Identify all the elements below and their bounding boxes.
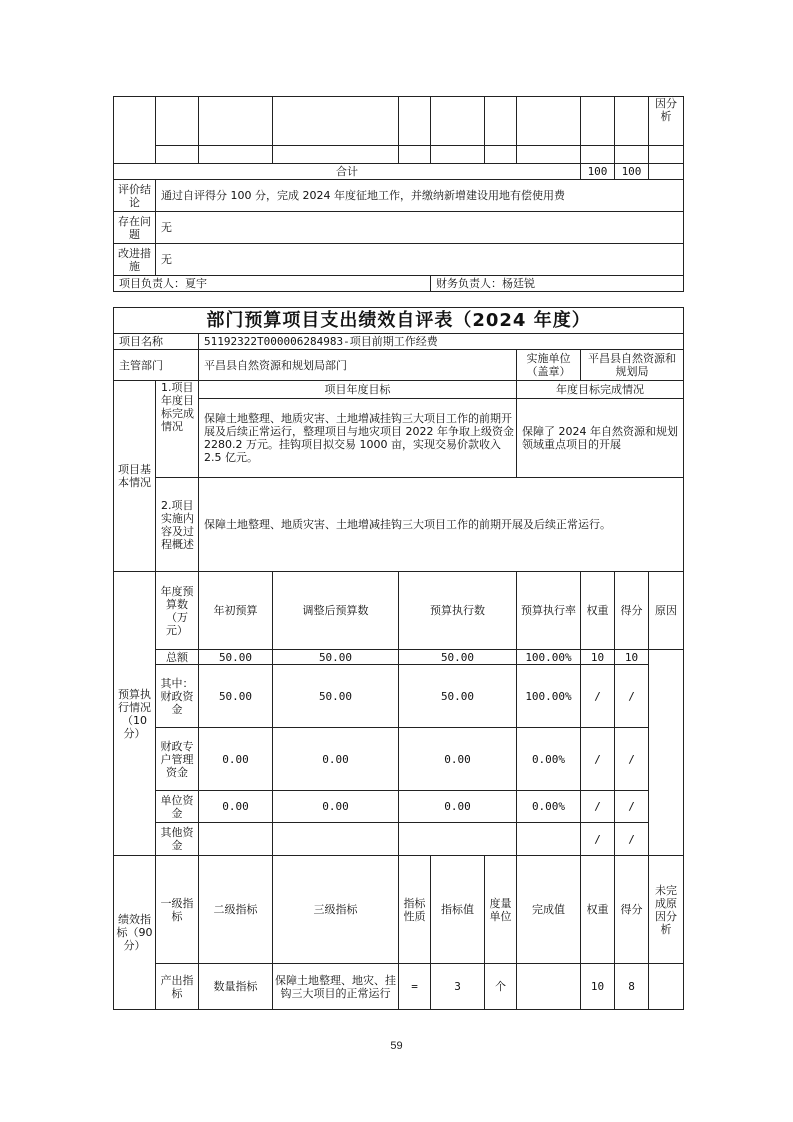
dept-value: 平昌县自然资源和规划局部门 [199, 350, 517, 381]
goal-label: 1.项目年度目标完成情况 [156, 381, 199, 478]
budget-row-label: 财政专户管理资金 [156, 728, 199, 791]
perf-score-value: 8 [615, 964, 649, 1010]
weight-value: 10 [581, 650, 615, 665]
project-name-label: 项目名称 [114, 334, 199, 350]
executed-value [399, 823, 517, 856]
goal-header: 项目年度目标 [199, 381, 517, 399]
empty-cell [581, 97, 615, 146]
reason-cell [649, 650, 684, 856]
unit-header: 度量单位 [485, 856, 517, 964]
impl-label: 2.项目实施内容及过程概述 [156, 478, 199, 572]
score-value: / [615, 823, 649, 856]
empty-cell [156, 97, 199, 146]
impl-unit-label: 实施单位（盖章） [517, 350, 581, 381]
rate-value [517, 823, 581, 856]
executed-budget-header: 预算执行数 [399, 572, 517, 650]
conclusion-label: 评价结论 [114, 180, 156, 212]
initial-value: 0.00 [199, 791, 273, 823]
empty-cell [399, 97, 431, 146]
conclusion-text: 通过自评得分 100 分，完成 2024 年度征地工作，并缴纳新增建设用地有偿使用费 [156, 180, 684, 212]
empty-cell [156, 146, 199, 164]
rate-value: 100.00% [517, 665, 581, 728]
level3-value: 保障土地整理、地灾、挂钩三大项目的正常运行 [273, 964, 399, 1010]
executed-value: 0.00 [399, 791, 517, 823]
project-lead: 项目负责人：夏宇 [114, 276, 431, 292]
level1-header: 一级指标 [156, 856, 199, 964]
budget-row [114, 791, 684, 823]
budget-row-label: 单位资金 [156, 791, 199, 823]
empty-cell [431, 97, 485, 146]
budget-row-label: 其中：财政资金 [156, 665, 199, 728]
impl-unit-value: 平昌县自然资源和规划局 [581, 350, 684, 381]
adjusted-value: 0.00 [273, 728, 399, 791]
empty-cell [273, 146, 399, 164]
reason-header: 原因 [649, 572, 684, 650]
adjusted-value [273, 823, 399, 856]
impl-text: 保障土地整理、地质灾害、土地增减挂钩三大项目工作的前期开展及后续正常运行。 [199, 478, 684, 572]
score-value: / [615, 665, 649, 728]
form-title: 部门预算项目支出绩效自评表（2024 年度） [114, 308, 684, 334]
empty-cell [485, 97, 517, 146]
executed-value: 50.00 [399, 665, 517, 728]
execution-rate-header: 预算执行率 [517, 572, 581, 650]
adjusted-value: 50.00 [273, 665, 399, 728]
total-score: 100 [615, 164, 649, 180]
weight-header: 权重 [581, 572, 615, 650]
unfinished-reason-value [649, 964, 684, 1010]
total-weight: 100 [581, 164, 615, 180]
weight-value: / [581, 823, 615, 856]
level3-header: 三级指标 [273, 856, 399, 964]
weight-value: / [581, 791, 615, 823]
score-value: / [615, 728, 649, 791]
initial-value: 50.00 [199, 650, 273, 665]
dept-label: 主管部门 [114, 350, 199, 381]
initial-value [199, 823, 273, 856]
empty-cell [615, 97, 649, 146]
completion-header: 年度目标完成情况 [517, 381, 684, 399]
perf-weight-value: 10 [581, 964, 615, 1010]
executed-value: 50.00 [399, 650, 517, 665]
finance-lead: 财务负责人：杨廷锐 [431, 276, 684, 292]
nature-value: = [399, 964, 431, 1010]
adjusted-value: 50.00 [273, 650, 399, 665]
budget-row [114, 665, 684, 728]
adjusted-value: 0.00 [273, 791, 399, 823]
rate-value: 0.00% [517, 728, 581, 791]
empty-cell [649, 164, 684, 180]
issues-text: 无 [156, 212, 684, 244]
score-value: / [615, 791, 649, 823]
empty-cell [273, 97, 399, 146]
reason-analysis-fragment: 因分析 [649, 97, 684, 146]
project-name: 51192322T000006284983-项目前期工作经费 [199, 334, 684, 350]
budget-row [114, 823, 684, 856]
performance-row [114, 964, 684, 1010]
improvement-label: 改进措施 [114, 244, 156, 276]
empty-cell [615, 146, 649, 164]
executed-value: 0.00 [399, 728, 517, 791]
target-header: 指标值 [431, 856, 485, 964]
budget-row [114, 728, 684, 791]
year-budget-header: 年度预算数（万元） [156, 572, 199, 650]
improvement-text: 无 [156, 244, 684, 276]
empty-cell [517, 97, 581, 146]
budget-row [114, 650, 684, 665]
initial-value: 50.00 [199, 665, 273, 728]
goal-text: 保障土地整理、地质灾害、土地增减挂钩三大项目工作的前期开展及后续正常运行，整理项目与地灾项目 2022 年争取上级资金 2280.2 万元。挂钩项目拟交易 1000 亩，实现交易价款收入 2.5 亿元。 [199, 399, 517, 478]
weight-value: / [581, 665, 615, 728]
empty-cell [399, 146, 431, 164]
continued-table [113, 96, 684, 292]
rate-value: 100.00% [517, 650, 581, 665]
perf-score-header: 得分 [615, 856, 649, 964]
empty-cell [199, 97, 273, 146]
level2-header: 二级指标 [199, 856, 273, 964]
target-value: 3 [431, 964, 485, 1010]
performance-section-label: 绩效指标（90分） [114, 856, 156, 1010]
completion-text: 保障了 2024 年自然资源和规划领域重点项目的开展 [517, 399, 684, 478]
page-number: 59 [390, 1040, 403, 1052]
actual-header: 完成值 [517, 856, 581, 964]
empty-cell [485, 146, 517, 164]
empty-cell [431, 146, 485, 164]
empty-cell [517, 146, 581, 164]
actual-value [517, 964, 581, 1010]
nature-header: 指标性质 [399, 856, 431, 964]
empty-cell [581, 146, 615, 164]
perf-weight-header: 权重 [581, 856, 615, 964]
total-label: 合计 [114, 164, 581, 180]
initial-budget-header: 年初预算 [199, 572, 273, 650]
adjusted-budget-header: 调整后预算数 [273, 572, 399, 650]
weight-value: / [581, 728, 615, 791]
empty-cell [199, 146, 273, 164]
budget-section-label: 预算执行情况（10分） [114, 572, 156, 856]
budget-row-label: 总额 [156, 650, 199, 665]
score-value: 10 [615, 650, 649, 665]
empty-cell [114, 97, 156, 164]
budget-row-label: 其他资金 [156, 823, 199, 856]
level2-value: 数量指标 [199, 964, 273, 1010]
issues-label: 存在问题 [114, 212, 156, 244]
empty-cell [649, 146, 684, 164]
performance-form-table [113, 307, 684, 1010]
score-header: 得分 [615, 572, 649, 650]
basic-info-label: 项目基本情况 [114, 381, 156, 572]
unit-value: 个 [485, 964, 517, 1010]
initial-value: 0.00 [199, 728, 273, 791]
unfinished-reason-header: 未完成原因分析 [649, 856, 684, 964]
rate-value: 0.00% [517, 791, 581, 823]
level1-value: 产出指标 [156, 964, 199, 1010]
